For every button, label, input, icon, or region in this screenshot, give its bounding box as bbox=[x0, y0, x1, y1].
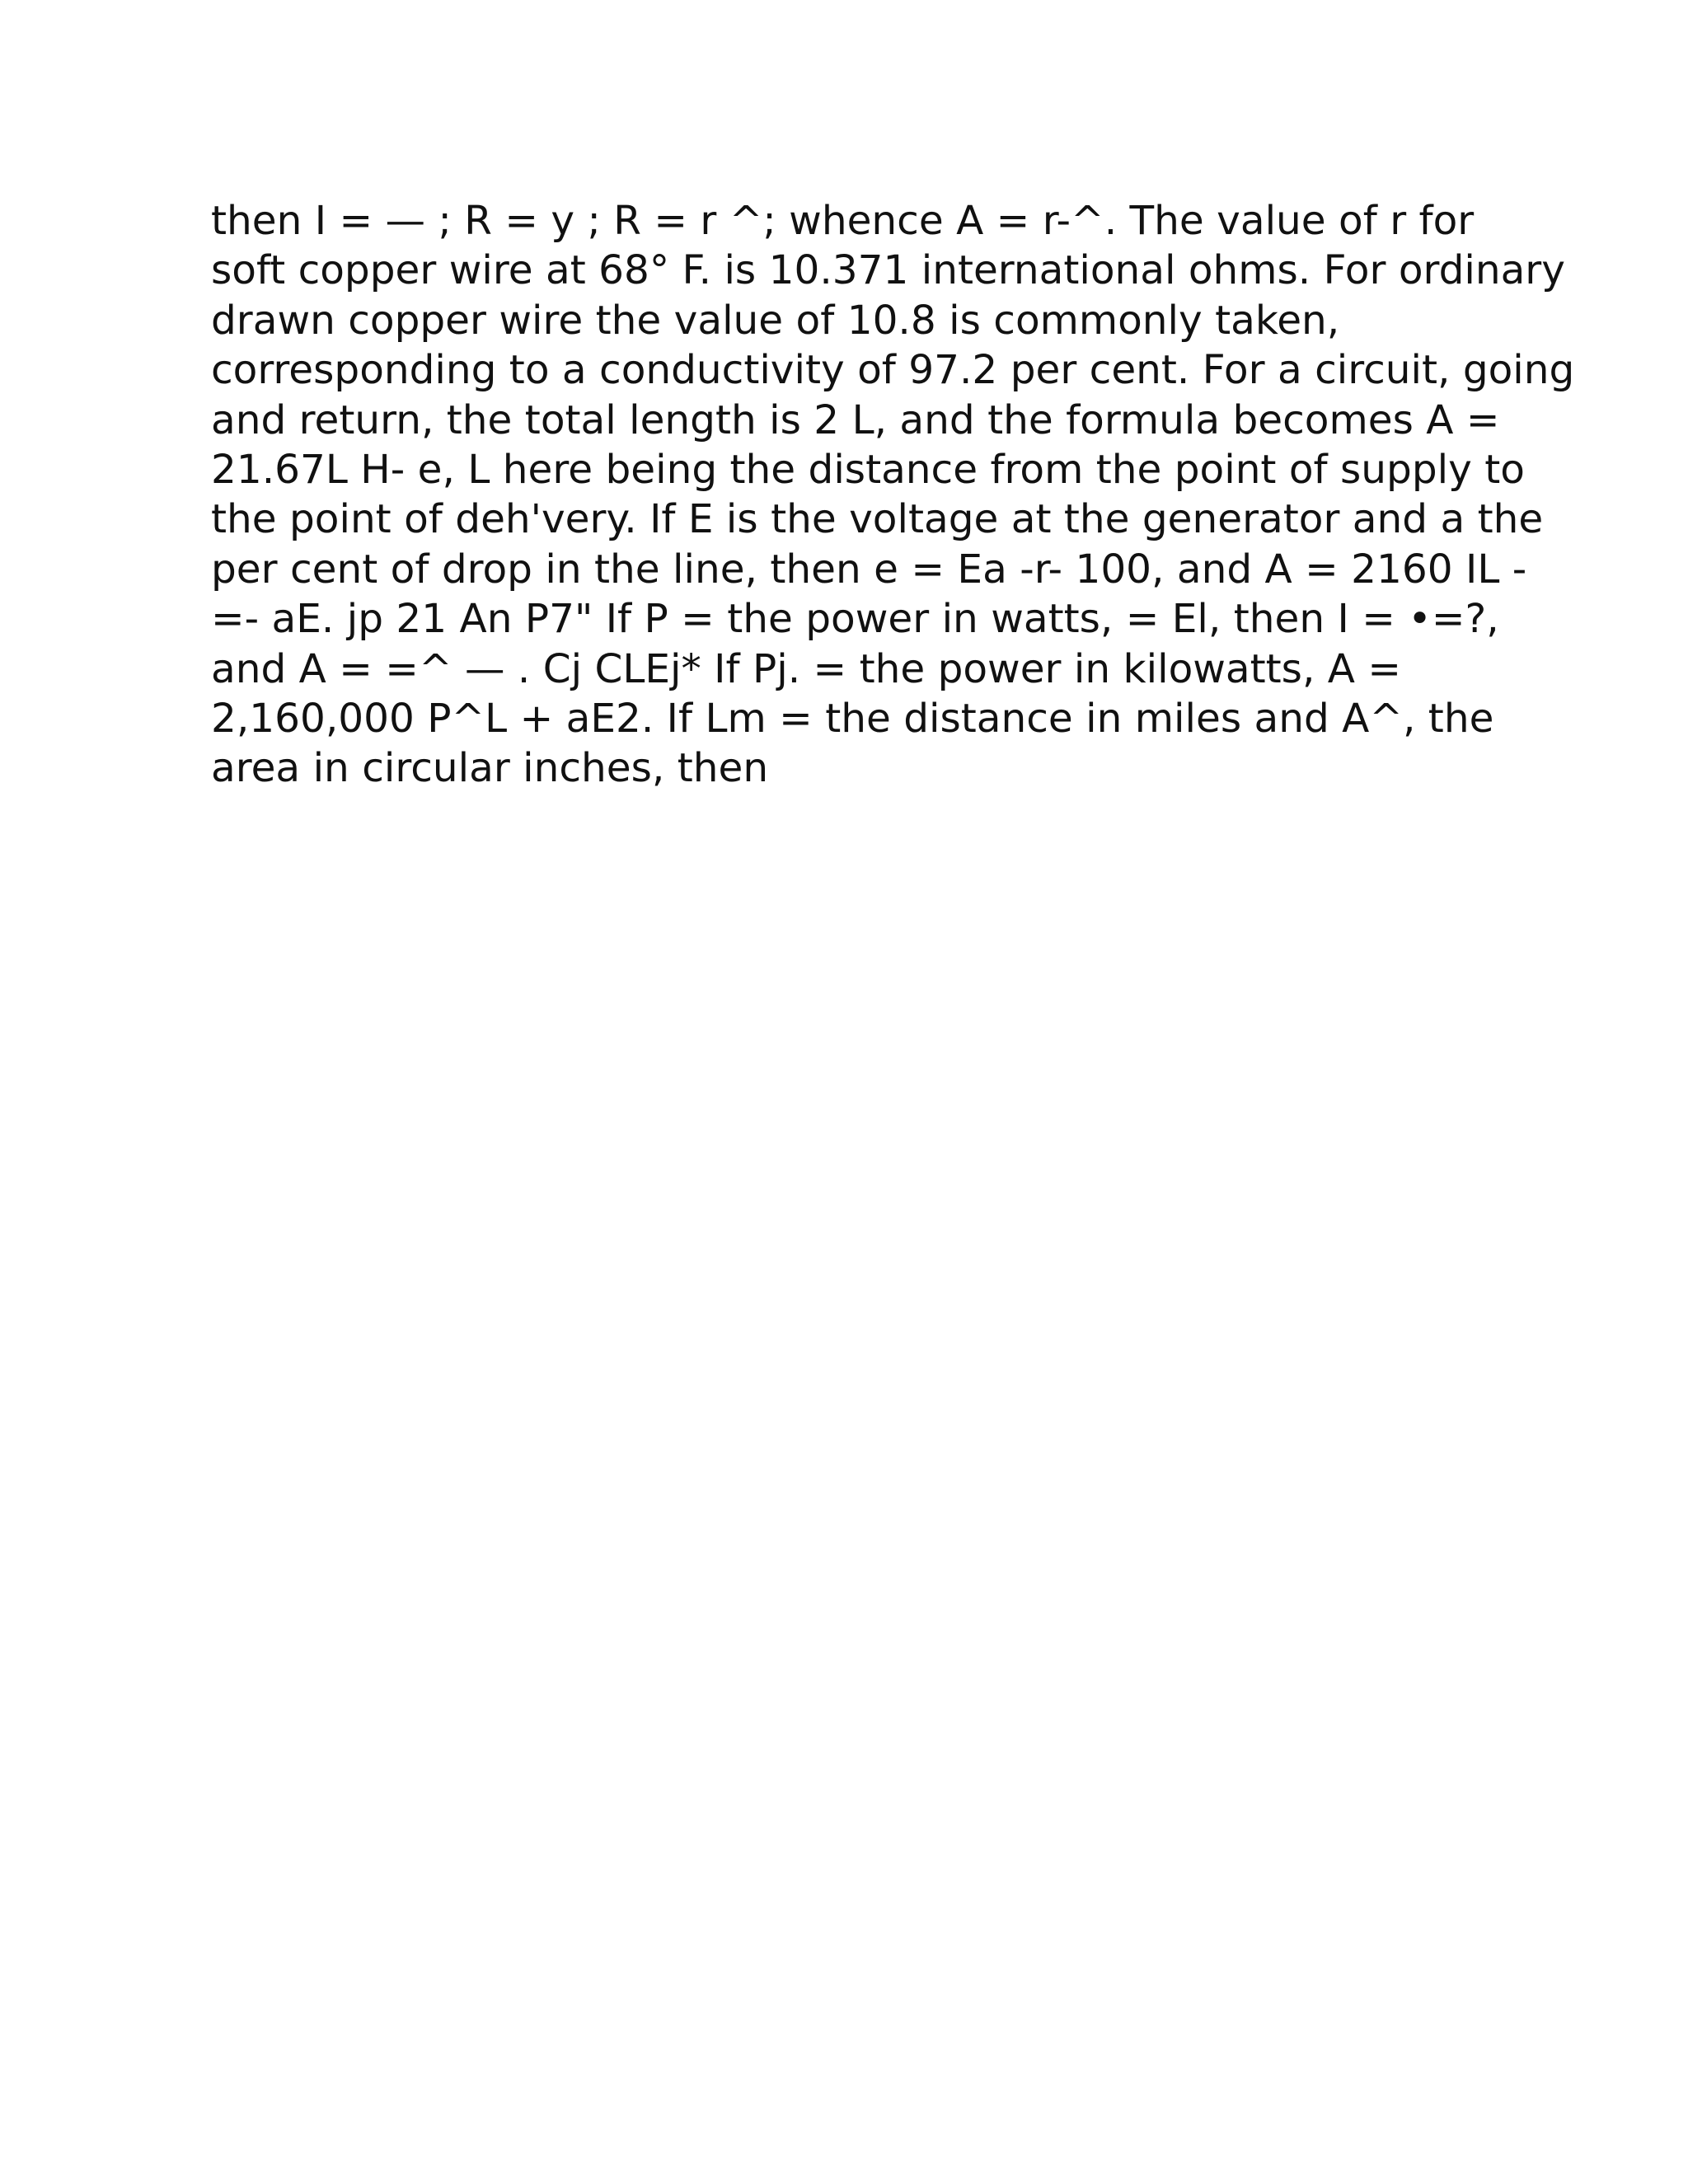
text-line-10: and A = =^ — . Cj CLEj* If Pj. = the power in kilowatts, A = bbox=[211, 645, 1402, 692]
text-line-2: soft copper wire at 68° F. is 10.371 international ohms. For ordinary bbox=[211, 247, 1565, 294]
text-line-1: then I = — ; R = y ; R = r ^; whence A = r-^. The value of r for bbox=[211, 198, 1475, 244]
text-line-3: drawn copper wire the value of 10.8 is commonly taken, bbox=[211, 297, 1340, 344]
text-line-11: 2,160,000 P^L + aE2. If Lm = the distance in miles and A^, the bbox=[211, 696, 1494, 743]
text-line-8: per cent of drop in the line, then e = Ea -r- 100, and A = 2160 IL - bbox=[211, 546, 1527, 593]
text-line-12: area in circular inches, then bbox=[211, 745, 769, 792]
text-line-5: and return, the total length is 2 L, and the formula becomes A = bbox=[211, 396, 1500, 443]
text-line-6: 21.67L H- e, L here being the distance from the point of supply to bbox=[211, 447, 1525, 494]
body-paragraph bbox=[211, 196, 1575, 794]
text-line-9: =- aE. jp 21 An P7" If P = the power in watts, = El, then I = •=?, bbox=[211, 596, 1499, 643]
text-line-7: the point of deh'very. If E is the voltage at the generator and a the bbox=[211, 496, 1544, 543]
text-line-4: corresponding to a conductivity of 97.2 per cent. For a circuit, going bbox=[211, 347, 1575, 394]
